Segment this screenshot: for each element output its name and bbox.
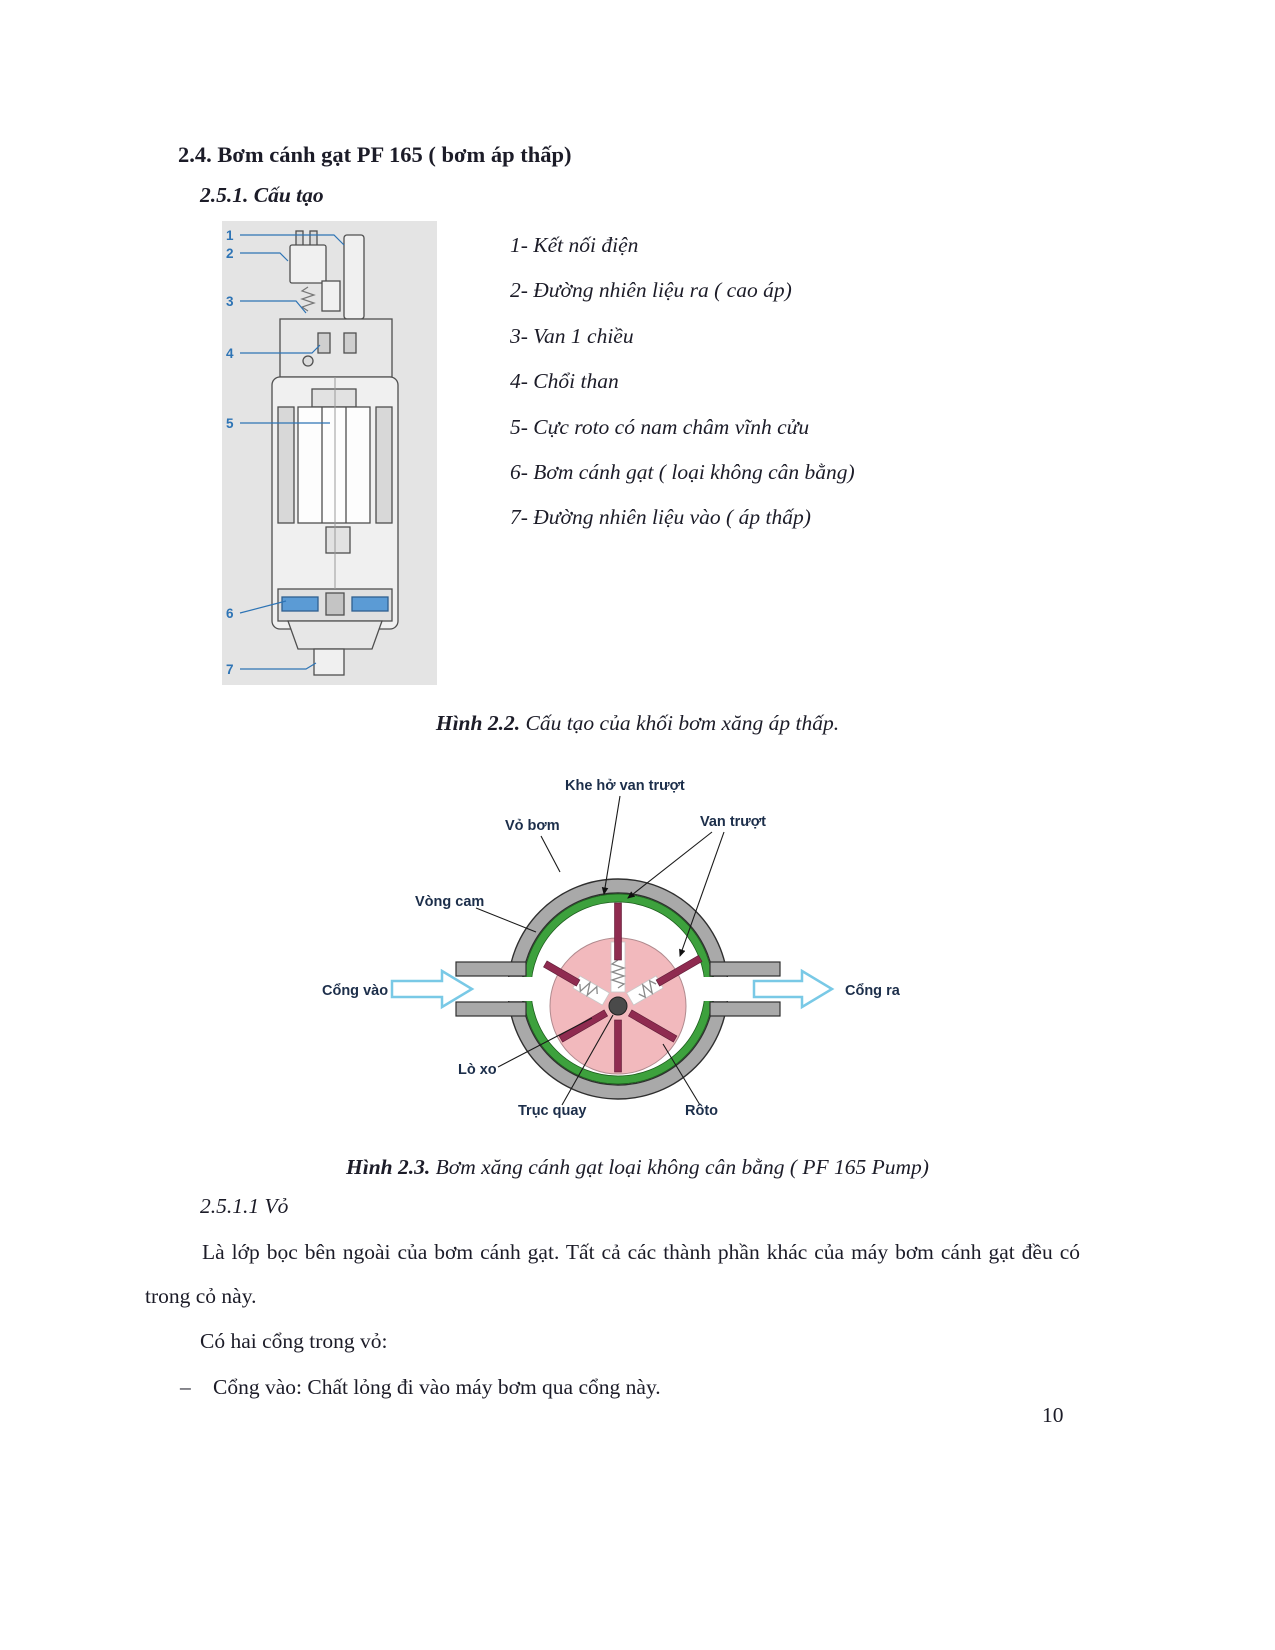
legend-item-5: 5- Cực roto có nam châm vĩnh cửu — [510, 414, 810, 439]
outlet-channel-wall — [710, 1002, 780, 1016]
bullet-dash: – — [180, 1374, 191, 1399]
label-vane: Van trượt — [699, 814, 766, 830]
label-spring: Lò xo — [457, 1062, 497, 1078]
callout-5: 5 — [226, 416, 234, 431]
caption-text: Bơm xăng cánh gạt loại không cân bằng ( PF 165 Pump) — [430, 1155, 929, 1179]
fuel-pump-cross-section — [222, 221, 437, 685]
caption-label: Hình 2.3. — [346, 1155, 431, 1179]
callout-2: 2 — [226, 246, 234, 261]
callout-7: 7 — [226, 662, 234, 677]
figure-2-3-caption — [0, 1155, 1275, 1180]
paragraph: Có hai cổng trong vỏ: — [200, 1329, 388, 1353]
legend-item-6: 6- Bơm cánh gạt ( loại không cân bằng) — [510, 460, 855, 485]
figure-2-2 — [222, 221, 1275, 685]
lower-bearing — [326, 527, 350, 553]
leader-housing — [541, 836, 560, 872]
valve-seat — [303, 356, 313, 366]
legend-item-4: 4- Chổi than — [510, 369, 619, 394]
callout-3: 3 — [226, 294, 234, 309]
bullet-text: Cổng vào: Chất lỏng đi vào máy bơm qua cổng này. — [213, 1374, 661, 1399]
heading-2-5-1-1: 2.5.1.1 Vỏ — [200, 1194, 289, 1218]
inlet-channel-wall — [456, 1002, 526, 1016]
bottom-base — [288, 621, 382, 649]
label-vane-gap: Khe hở van trượt — [564, 778, 685, 794]
callout-4: 4 — [226, 346, 234, 361]
shaft — [609, 997, 627, 1015]
armature — [298, 407, 370, 523]
vane — [614, 1020, 621, 1072]
vane-pump-ring-right — [352, 597, 388, 611]
pump-hub — [326, 593, 344, 615]
carbon-brush — [344, 333, 356, 353]
carbon-brush — [318, 333, 330, 353]
bullet-item — [180, 1366, 1275, 1410]
label-shaft: Trục quay — [517, 1103, 586, 1119]
magnet-left — [278, 407, 294, 523]
check-valve-body — [322, 281, 340, 311]
inlet-opening — [501, 977, 533, 1001]
outlet-channel-wall — [710, 962, 780, 976]
figure-2-2-caption — [0, 711, 1275, 736]
leader-vane-1 — [628, 832, 712, 898]
legend-item-7: 7- Đường nhiên liệu vào ( áp thấp) — [510, 505, 811, 530]
commutator — [312, 389, 356, 407]
electrical-connector — [290, 245, 326, 283]
legend-item-2: 2- Đường nhiên liệu ra ( cao áp) — [510, 278, 792, 303]
legend-item-1: 1- Kết nối điện — [510, 233, 639, 257]
heading-2-5-1: 2.5.1. Cấu tạo — [200, 183, 324, 207]
caption-text: Cấu tạo của khối bơm xăng áp thấp. — [520, 711, 840, 735]
label-rotor: Rôto — [684, 1103, 718, 1119]
outlet-tube — [344, 235, 364, 319]
figure-2-2-legend — [510, 221, 855, 541]
inlet-channel-wall — [456, 962, 526, 976]
figure-2-3 — [308, 774, 968, 1139]
vane-pump-diagram — [308, 774, 968, 1134]
label-inlet: Cổng vào — [321, 983, 388, 999]
legend-item-3: 3- Van 1 chiều — [510, 323, 634, 348]
callout-6: 6 — [226, 606, 234, 621]
magnet-right — [376, 407, 392, 523]
label-outlet: Cổng ra — [844, 983, 900, 999]
paragraph: Là lớp bọc bên ngoài của bơm cánh gạt. Tất cả các thành phần khác của máy bơm cánh gạt đều có trong cỏ này. — [145, 1240, 1080, 1308]
inlet-port — [314, 649, 344, 675]
label-housing: Vỏ bơm — [504, 818, 560, 834]
caption-label: Hình 2.2. — [435, 711, 521, 735]
page-number: 10 — [1042, 1403, 1064, 1427]
label-cam-ring: Vòng cam — [414, 894, 484, 910]
vane-pump-ring-left — [282, 597, 318, 611]
outlet-opening — [703, 977, 735, 1001]
callout-1: 1 — [226, 228, 234, 243]
vane — [614, 903, 621, 960]
upper-housing — [280, 319, 392, 377]
heading-2-4: 2.4. Bơm cánh gạt PF 165 ( bơm áp thấp) — [178, 142, 572, 167]
leader-cam-ring — [476, 908, 536, 932]
